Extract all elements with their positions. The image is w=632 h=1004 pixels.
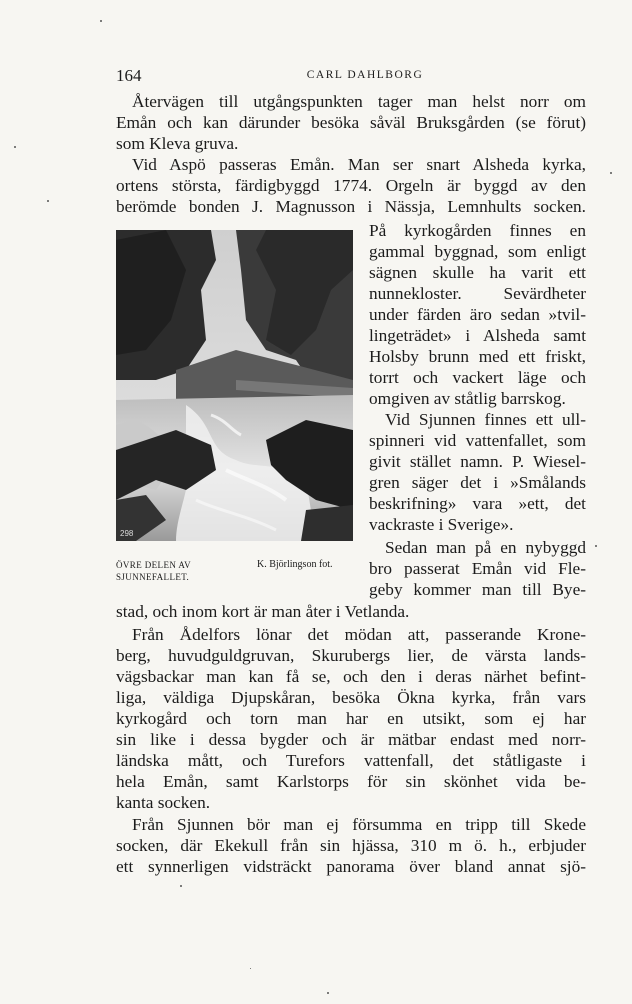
- scan-speck: [610, 172, 612, 174]
- scan-speck: [100, 20, 102, 22]
- text-line: Emån och kan därunder besöka såväl Bruksgården (se förut): [116, 113, 586, 132]
- text-line: Från Ådelfors lönar det mödan att, passerande Krone-: [132, 625, 586, 644]
- text-line: stad, och inom kort är man åter i Vetlanda.: [116, 602, 410, 621]
- text-line: omgiven av ståtlig barrskog.: [369, 389, 566, 408]
- text-line: under färden äro sedan »tvil-: [369, 305, 586, 324]
- text-line: ortens största, färdigbyggd 1774. Orgeln är byggd av den: [116, 176, 586, 195]
- text-line: spinneri vid vattenfallet, som: [369, 431, 586, 450]
- text-line: Sedan man på en nybyggd: [385, 538, 586, 557]
- scan-speck: [14, 146, 16, 148]
- text-line: lingeträdet» i Alsheda samt: [369, 326, 586, 345]
- scan-speck: [595, 545, 597, 547]
- text-line: nunnekloster. Sevärdheter: [369, 284, 586, 303]
- text-line: beskrifning» vara »ett, det: [369, 494, 586, 513]
- text-line: ett synnerligen vidsträckt panorama över bland annat sjö-: [116, 857, 586, 876]
- plate-mark: 298: [120, 529, 134, 538]
- scan-speck: [180, 885, 182, 887]
- text-line: hela Emån, samt Karlstorps för sin skönhet vida be-: [116, 772, 586, 791]
- text-line: liga, väldiga Djupskåran, besöka Ökna kyrka, från vars: [116, 688, 586, 707]
- caption-line: SJUNNEFALLET.: [116, 572, 190, 582]
- text-line: Vid Aspö passeras Emån. Man ser snart Alsheda kyrka,: [132, 155, 586, 174]
- waterfall-photograph: [116, 230, 353, 541]
- page-header: [116, 66, 586, 86]
- running-head: CARL DAHLBORG: [306, 69, 424, 81]
- photo-credit: K. Björlingson fot.: [257, 559, 333, 570]
- text-line: sägnen skulle ha varit ett: [369, 263, 586, 282]
- text-line: kyrkogård och torn man har en utsikt, som ej har: [116, 709, 586, 728]
- text-line: ländska mått, och Turefors vattenfall, det ståtligaste i: [116, 751, 586, 770]
- text-line: berg, huvudguldgruvan, Skurubergs lier, de värsta lands-: [116, 646, 586, 665]
- text-line: geby kommer man till Bye-: [369, 580, 586, 599]
- text-line: sin like i dessa bygder och är mätbar endast med norr-: [116, 730, 586, 749]
- text-line: torrt och vackert läge och: [369, 368, 586, 387]
- text-line: berömde bonden J. Magnusson i Nässja, Lemnhults socken.: [116, 197, 586, 216]
- scan-speck: [47, 200, 49, 202]
- scan-speck: [327, 992, 329, 994]
- text-line: Från Sjunnen bör man ej försumma en tripp till Skede: [132, 815, 586, 834]
- text-line: vägsbackar man kan få se, och den i deras närhet befint-: [116, 667, 586, 686]
- text-line: På kyrkogården finnes en: [369, 221, 586, 240]
- text-line: socken, där Ekekull från sin hjässa, 310 m ö. h., erbjuder: [116, 836, 586, 855]
- text-line: vackraste i Sverige».: [369, 515, 514, 534]
- figure-caption: [116, 559, 256, 583]
- caption-line: ÖVRE DELEN AV: [116, 560, 192, 570]
- text-line: Holsby brunn med ett friskt,: [369, 347, 586, 366]
- text-line: gammal byggnad, som enligt: [369, 242, 586, 261]
- text-line: som Kleva gruva.: [116, 134, 239, 153]
- page-number: 164: [116, 66, 142, 85]
- text-line: givit stället namn. P. Wiesel-: [369, 452, 586, 471]
- scan-speck: [250, 968, 251, 969]
- text-line: kanta socken.: [116, 793, 211, 812]
- text-line: gren säger det i »Smålands: [369, 473, 586, 492]
- text-line: bro passerat Emån vid Fle-: [369, 559, 586, 578]
- text-line: Vid Sjunnen finnes ett ull-: [385, 410, 586, 429]
- text-line: Återvägen till utgångspunkten tager man helst norr om: [132, 92, 586, 111]
